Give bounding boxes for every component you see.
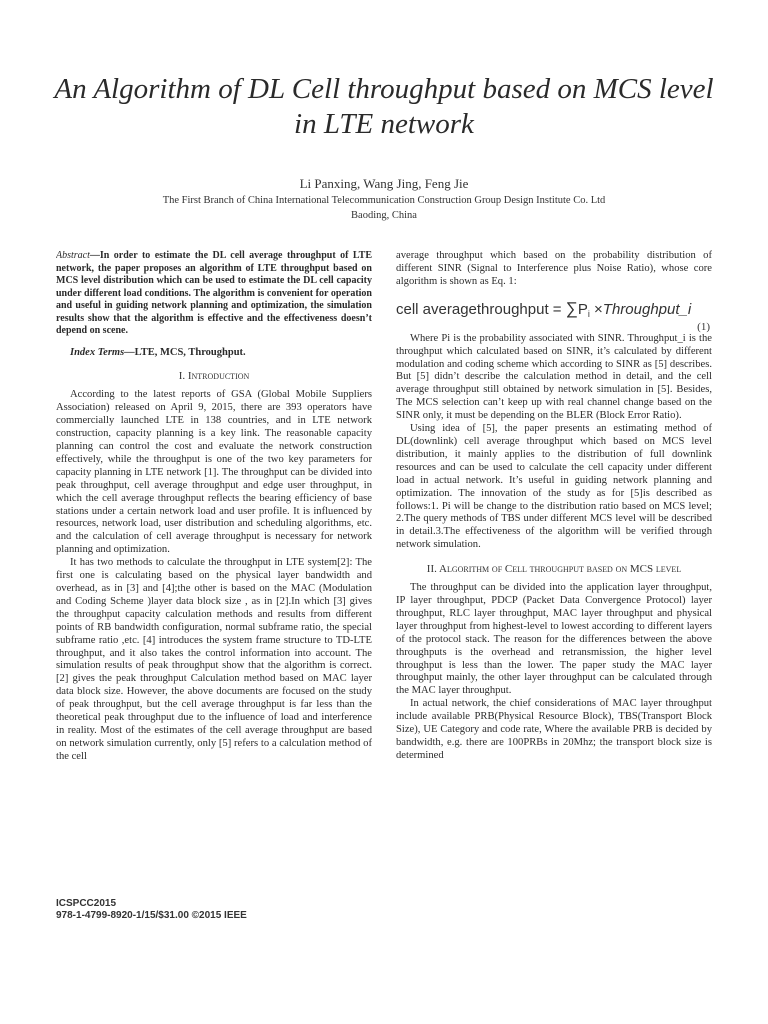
conference-label: ICSPCC2015 bbox=[56, 898, 117, 909]
equation-number: (1) bbox=[697, 320, 710, 333]
paper-title: An Algorithm of DL Cell throughput based on MCS level in LTE network bbox=[54, 73, 714, 140]
equation-1 bbox=[396, 298, 712, 333]
index-terms-text: —LTE, MCS, Throughput. bbox=[124, 346, 246, 358]
section-heading-introduction: I. Introduction bbox=[178, 370, 250, 383]
abstract bbox=[56, 250, 372, 338]
author-list: Li Panxing, Wang Jing, Feng Jie bbox=[299, 176, 469, 191]
intro-paragraph-4: Using idea of [5], the paper presents an estimating method of DL(downlink) cell average throughput which based on MCS level distribution, it mainly applies to the distribution of full downlink resources and can be used to calculate the cell capacity under different load in actual network. It’s useful in guiding network planning and optimization. The innovation of the study as for [5]is described as follows:1. Pi will be change to the distribution ratio based on MCS level; 2.The query methods of TBS under different MCS level will be described in detail.3.The effectiveness of the algorithm will be verified through network simulation. bbox=[396, 423, 712, 551]
abstract-text: —In order to estimate the DL cell average throughput of LTE network, the paper proposes an algorithm of LTE throughput based on MCS level distribution which can be used to estimate the DL cell capacity under different load conditions. The algorithm is convenient for operation and useful in guiding network planning and optimization, the simulation results show that the algorithm is effective and the effectiveness doesn’t depend on scene. bbox=[56, 250, 372, 336]
equation-p: P bbox=[577, 300, 588, 318]
intro-paragraph-3: Where Pi is the probability associated with SINR. Throughput_i is the throughput which calculated based on SINR, it’s calculated by different modulation and coding scheme which according to SINR as [5] describes. But [5] didn’t describe the calculation method in detail, and the cell average throughput still obtained by network simulation in [5]. Besides, The MCS selection can’t keep up with real channel change based on the SINR only, it must be depending on the BLER (Block Error Ratio). bbox=[396, 332, 712, 422]
algorithm-paragraph-2: In actual network, the chief considerations of MAC layer throughput include available PRB(Physical Resource Block), TBS(Transport Block Size), UE Category and code rate, Where the available PRB is decided by bandwidth, e.g. there are 100PRBs in 20Mhz; the transport block size is determined bbox=[396, 698, 712, 761]
section-heading-algorithm: II. Algorithm of Cell throughput based on MCS level bbox=[426, 563, 682, 576]
intro-paragraph-2: It has two methods to calculate the throughput in LTE system[2]: The first one is calculating based on the physical layer bandwidth and overhead, as in [3] and [4];the other is based on the MAC (Modulation and Coding Scheme )layer data block size , as in [2].In which [3] gives the throughput capacity calculation methods and results from different points of RB bandwidth configuration, normal subframe ratio, the special subframe ratio ,etc. [4] introduces the system frame structure to TD-LTE throughput, and it also takes the control information into account. The simulation results of peak throughput show that the algorithm is correct. [2] gives the peak throughput Calculation method based on MAC layer data block size. However, the above documents are focused on the study of peak throughput, but the cell average throughput is far less than the theoretical peak throughput due to the influence of load and interference in reality. Most of the estimates of the cell average throughput are based on network simulation currently, only [5] refers to a calculation method of the cell bbox=[56, 557, 372, 762]
abstract-lead: Abstract bbox=[56, 250, 90, 261]
affiliation-organization: The First Branch of China International Telecommunication Construction Group Design Institute Co. Ltd bbox=[162, 195, 606, 206]
copyright-line: 978-1-4799-8920-1/15/$31.00 ©2015 IEEE bbox=[56, 910, 247, 921]
equation-term: Throughput_i bbox=[602, 300, 692, 318]
intro-paragraph-2-continued: average throughput which based on the probability distribution of different SINR (Signal to Interference plus Noise Ratio), whose core algorithm is shown as Eq. 1: bbox=[396, 250, 712, 287]
index-terms-lead: Index Terms bbox=[70, 346, 125, 358]
equation-times: × bbox=[594, 300, 603, 318]
affiliation-location: Baoding, China bbox=[351, 210, 417, 221]
affiliation bbox=[0, 193, 768, 223]
index-terms bbox=[56, 347, 372, 360]
page-footer bbox=[56, 898, 247, 922]
equation-formula bbox=[396, 298, 692, 321]
left-column bbox=[56, 250, 372, 875]
equation-equals: = bbox=[552, 300, 562, 318]
algorithm-paragraph-1: The throughput can be divided into the application layer throughput, IP layer throughput, PDCP (Packet Data Convergence Protocol) layer throughput, RLC layer throughput, MAC layer throughput and physical layer throughput from highest-level to lowest according to different layers of the protocol stack. The reason for the differences between the above throughputs is the overhead and retransmission, the higher level throughput is less than the lower. The paper study the MAC layer throughput mainly, the other layer throughput can be calculated through the MAC layer throughput. bbox=[396, 582, 712, 697]
equation-lhs: cell averagethroughput bbox=[396, 300, 549, 318]
equation-p-subscript: i bbox=[587, 308, 590, 319]
intro-paragraph-1: According to the latest reports of GSA (Global Mobile Suppliers Association) released on April 9, 2015, there are 393 operators have commercially launched LTE in 138 countries, and in LTE network construction, capacity planning is a key link. The reasonable capacity planning can control the cost and evaluate the network construction effectively, while the throughput is one of the two key parameters for capacity planning in LTE network [1]. The throughput can be divided into peak throughput, cell average throughput and edge user throughput, in which the cell average throughput reflects the bearing efficiency of base stations under a certain network load and user profile. It is influenced by resources, network load, user distribution and scheduling algorithms, etc. and the calculation of cell average throughput is necessary for network planning and optimization. bbox=[56, 389, 372, 556]
right-column bbox=[396, 250, 712, 875]
summation-symbol: ∑ bbox=[565, 298, 578, 318]
